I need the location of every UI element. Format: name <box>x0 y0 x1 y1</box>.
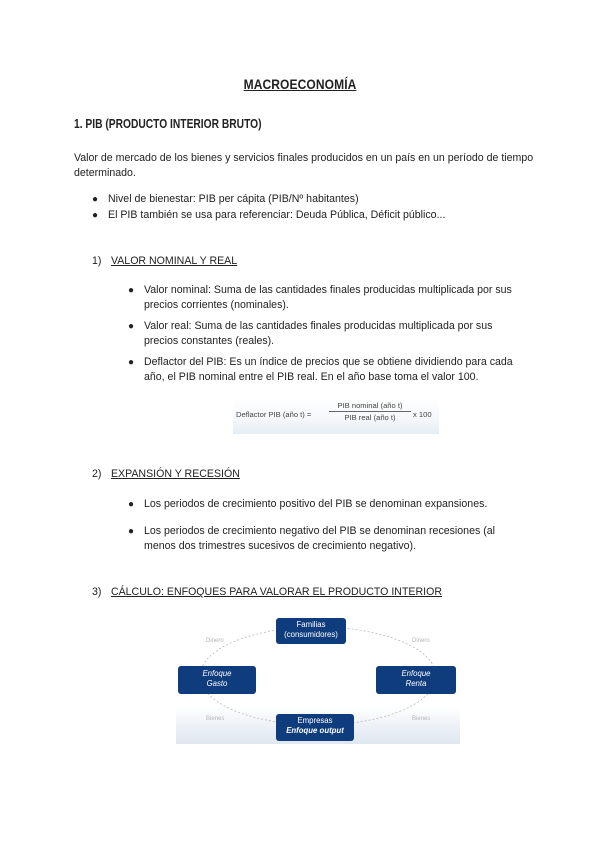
bullet-text: El PIB también se usa para referenciar: Deuda Pública, Déficit público... <box>108 209 446 221</box>
node-enfoque-gasto <box>178 666 256 694</box>
flow-label-top-left: Dinero <box>206 638 224 644</box>
list-item <box>128 524 518 554</box>
node-renta-title: Enfoque <box>401 669 431 678</box>
list-item <box>92 208 532 223</box>
formula-multiplier: x 100 <box>413 410 432 419</box>
deflactor-formula <box>233 398 439 434</box>
bullet-icon: ● <box>128 357 135 368</box>
node-gasto-sub: Gasto <box>206 679 228 688</box>
section-number: 3) <box>92 586 102 598</box>
bullet-icon: ● <box>92 210 99 221</box>
bullet-text: Los periodos de crecimiento positivo del PIB se denominan expansiones. <box>144 498 488 510</box>
section-heading-calculo <box>92 586 442 598</box>
node-empresas-title: Empresas <box>297 716 333 725</box>
node-empresas-sub: Enfoque output <box>286 726 344 735</box>
formula-numerator: PIB nominal (año t) <box>337 401 403 410</box>
formula-fraction <box>329 401 411 422</box>
flow-label-bottom-right: Bienes <box>412 716 431 722</box>
list-item <box>128 355 518 385</box>
node-familias-title: Familias <box>296 620 326 629</box>
fraction-bar <box>329 411 411 412</box>
bullet-icon: ● <box>128 321 135 332</box>
section-label: VALOR NOMINAL Y REAL <box>110 255 238 267</box>
flow-label-top-right: Dinero <box>412 638 430 644</box>
node-familias <box>276 618 346 644</box>
list-item <box>128 283 518 313</box>
section-heading-valor <box>92 255 237 267</box>
list-item <box>128 497 518 512</box>
list-item <box>128 319 518 349</box>
expansion-bullet-list <box>128 497 518 560</box>
circular-flow-diagram <box>176 610 460 744</box>
intro-bullet-list <box>92 192 532 224</box>
bullet-icon: ● <box>128 526 135 537</box>
list-item <box>92 192 532 207</box>
bullet-text: Valor nominal: Suma de las cantidades finales producidas multiplicada por sus precios corrientes (nominales). <box>144 284 512 311</box>
bullet-text: Deflactor del PIB: Es un índice de precios que se obtiene dividiendo para cada año, el PIB nominal entre el PIB real. En el año base toma el valor 100. <box>144 356 513 383</box>
bullet-icon: ● <box>128 499 135 510</box>
bullet-text: Nivel de bienestar: PIB per cápita (PIB/Nº habitantes) <box>108 193 359 205</box>
bullet-text: Valor real: Suma de las cantidades finales producidas multiplicada por sus precios constantes (reales). <box>144 320 493 347</box>
bullet-icon: ● <box>92 194 99 205</box>
section-label: EXPANSIÓN Y RECESIÓN <box>110 468 240 480</box>
intro-paragraph: Valor de mercado de los bienes y servicios finales producidos en un país en un período de tiempo determinado. <box>74 152 534 179</box>
page-title: MACROECONOMÍA <box>243 76 357 92</box>
section-heading-expansion <box>92 468 240 480</box>
section-number: 1) <box>92 255 102 267</box>
bullet-icon: ● <box>128 285 135 296</box>
section-number: 2) <box>92 468 102 480</box>
section-label: CÁLCULO: ENFOQUES PARA VALORAR EL PRODUCTO INTERIOR <box>110 586 442 598</box>
formula-lhs: Deflactor PIB (año t) = <box>236 410 312 419</box>
node-enfoque-renta <box>376 666 456 694</box>
node-renta-sub: Renta <box>405 679 427 688</box>
flow-label-bottom-left: Bienes <box>206 716 225 722</box>
node-gasto-title: Enfoque <box>202 669 232 678</box>
heading-pib: 1. PIB (PRODUCTO INTERIOR BRUTO) <box>74 117 262 131</box>
node-familias-sub: (consumidores) <box>284 630 338 639</box>
bullet-text: Los periodos de crecimiento negativo del PIB se denominan recesiones (al menos dos trimestres sucesivos de crecimiento negativo). <box>144 525 495 552</box>
formula-denominator: PIB real (año t) <box>344 413 396 422</box>
node-empresas <box>276 714 354 741</box>
valor-bullet-list <box>128 283 518 391</box>
